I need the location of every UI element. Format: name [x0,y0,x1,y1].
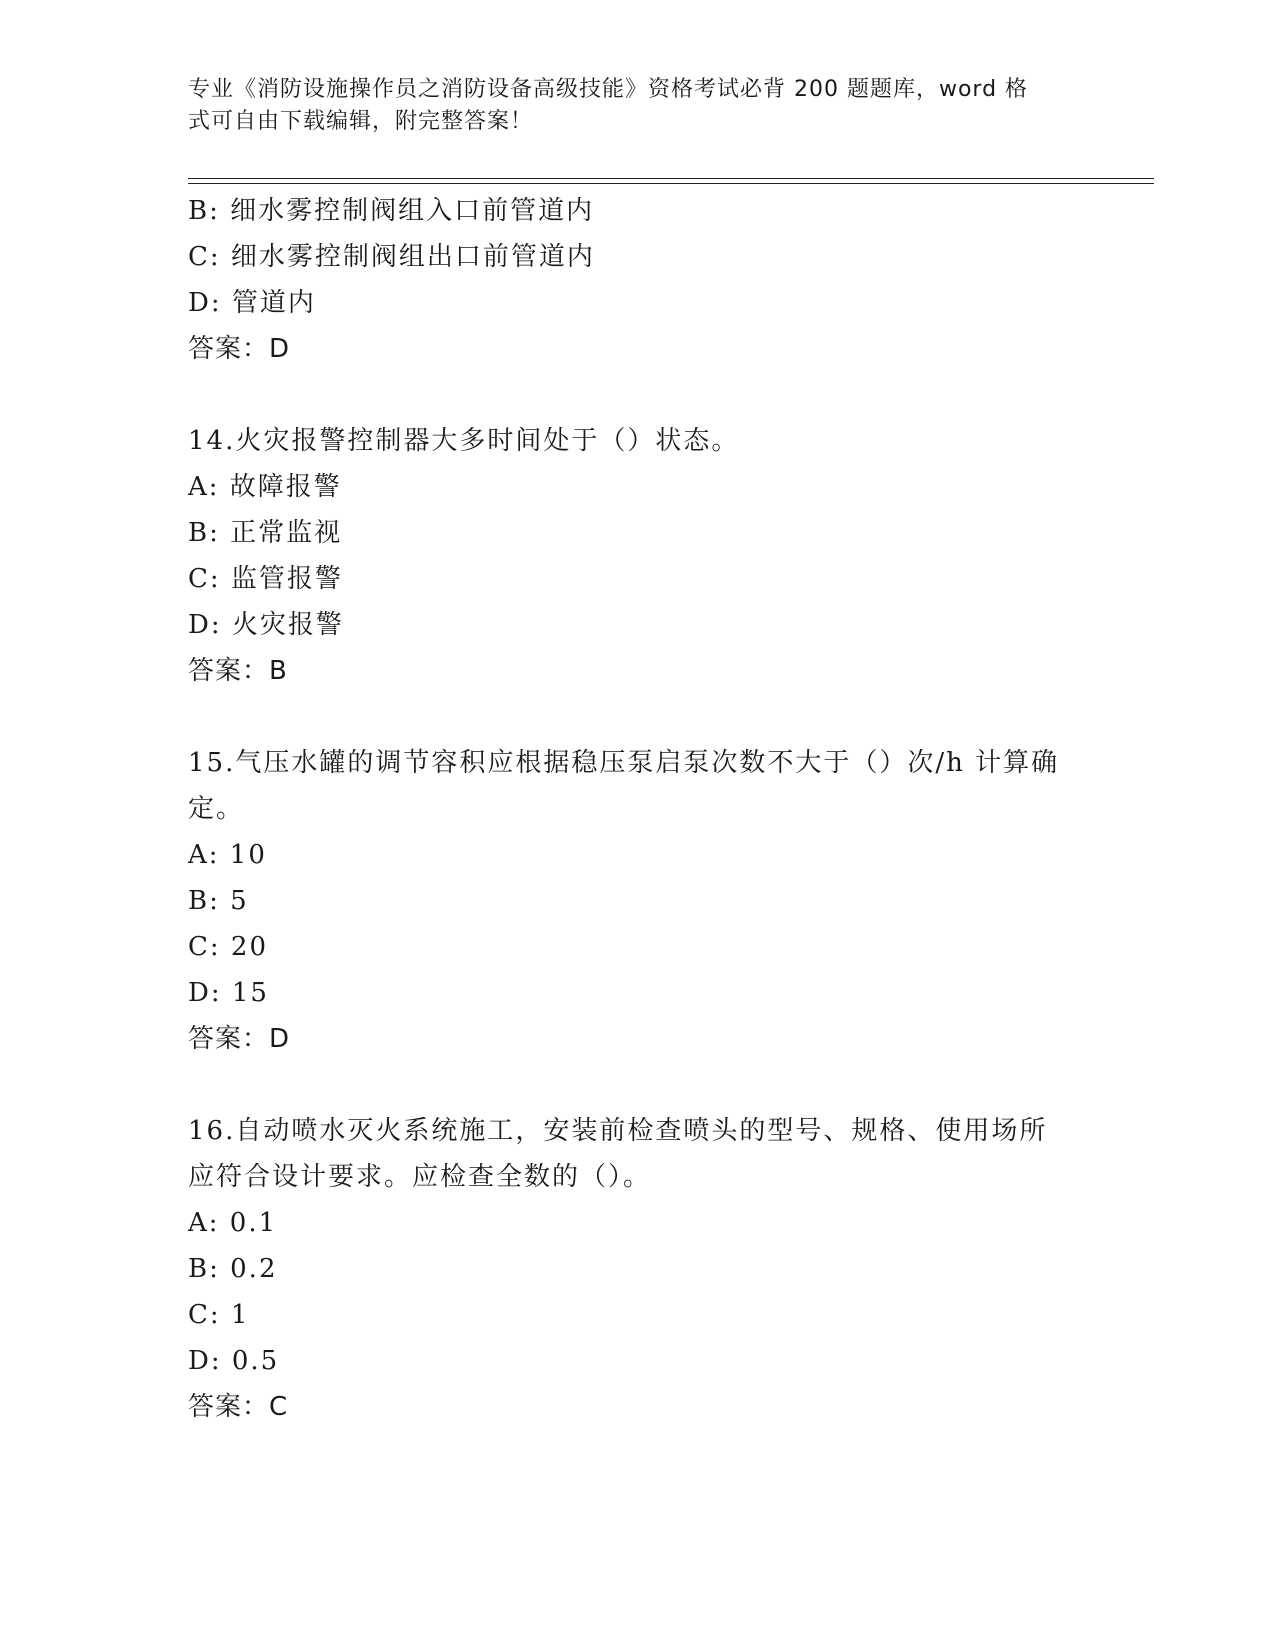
option-d: D: 火灾报警 [188,610,344,640]
question-text-line-2: 定。 [188,794,245,824]
option-b: B: 5 [188,886,249,916]
spacer [188,372,1088,418]
option-c: C: 1 [188,1300,250,1330]
option-d: D: 15 [188,978,269,1008]
question-14 [188,418,1088,694]
option-b: B: 正常监视 [188,518,343,548]
option-a: A: 0.1 [188,1208,278,1238]
option-d: D: 0.5 [188,1346,280,1376]
document-header [188,74,1068,138]
option-d: D: 管道内 [188,288,316,318]
option-a: A: 故障报警 [188,472,342,502]
spacer [188,694,1088,740]
spacer [188,1062,1088,1108]
question-text-line-1: 15.气压水罐的调节容积应根据稳压泵启泵次数不大于（）次/h 计算确 [188,748,1060,778]
question-text-line-2: 应符合设计要求。应检查全数的（）。 [188,1162,652,1192]
header-line-1: 专业《消防设施操作员之消防设备高级技能》资格考试必背 200 题题库，word 格 [188,77,1029,102]
header-line-2: 式可自由下载编辑，附完整答案！ [188,109,534,134]
answer: 答案：D [188,334,291,364]
option-c: C: 监管报警 [188,564,343,594]
answer: 答案：C [188,1392,289,1422]
header-divider-bottom [188,183,1154,184]
question-list [188,188,1088,1430]
option-b: B: 0.2 [188,1254,278,1284]
question-13 [188,188,1088,372]
answer: 答案：B [188,656,288,686]
header-divider-top [188,178,1154,179]
option-a: A: 10 [188,840,267,870]
question-16 [188,1108,1088,1430]
question-15 [188,740,1088,1062]
option-b: B: 细水雾控制阀组入口前管道内 [188,196,595,226]
question-text-line-1: 16.自动喷水灭火系统施工，安装前检查喷头的型号、规格、使用场所 [188,1116,1048,1146]
answer: 答案：D [188,1024,291,1054]
question-text: 14.火灾报警控制器大多时间处于（）状态。 [188,426,740,456]
option-c: C: 20 [188,932,269,962]
option-c: C: 细水雾控制阀组出口前管道内 [188,242,595,272]
